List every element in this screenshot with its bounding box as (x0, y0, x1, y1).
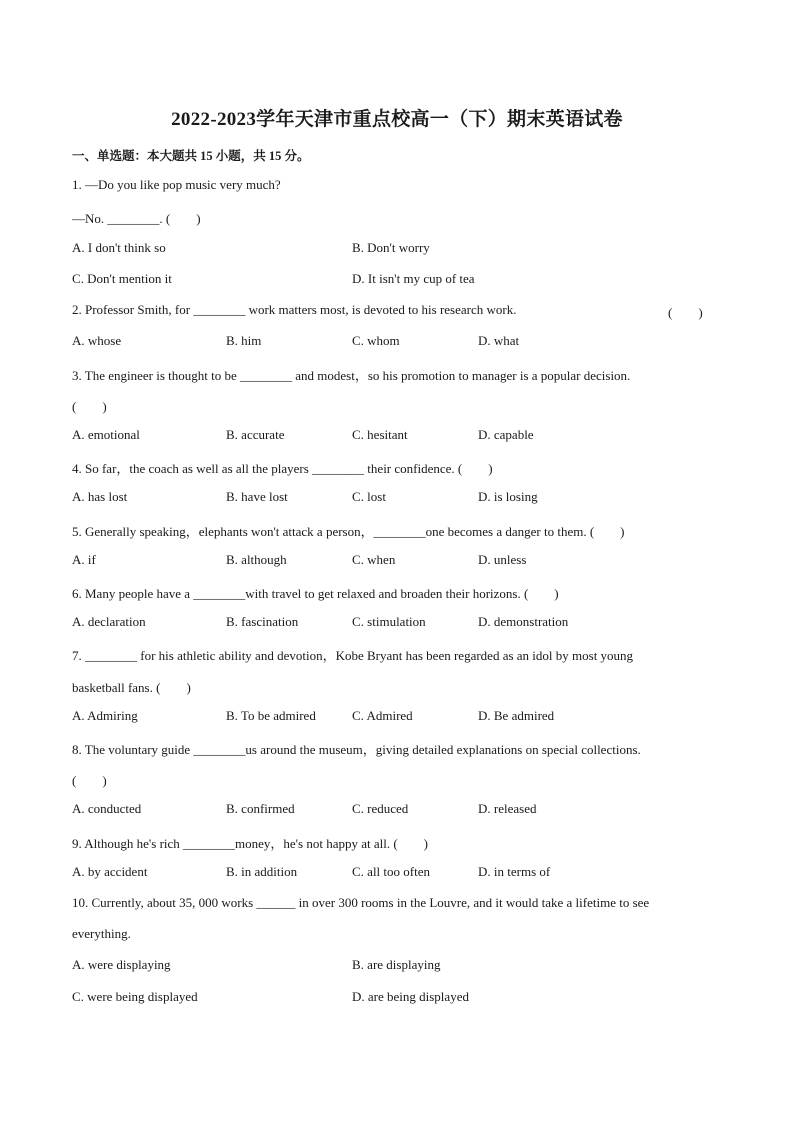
question-9-stem: 9. Although he's rich ________money，he's not happy at all. ( ) (72, 836, 428, 851)
question-1-stem-line-1: 1. —Do you like pop music very much? (72, 177, 281, 192)
question-5-option-a: A. if (72, 552, 96, 567)
section-heading: 一、单选题：本大题共 15 小题，共 15 分。 (72, 149, 310, 163)
question-3-option-d: D. capable (478, 427, 534, 442)
question-3-stem-line-2: ( ) (72, 399, 107, 414)
question-4-option-c: C. lost (352, 489, 386, 504)
question-1-stem-line-2: —No. ________. ( ) (72, 211, 201, 226)
question-10-option-c: C. were being displayed (72, 989, 198, 1004)
question-2-option-b: B. him (226, 333, 262, 348)
question-7-option-c: C. Admired (352, 708, 413, 723)
question-3-option-a: A. emotional (72, 427, 140, 442)
question-10-option-b: B. are displaying (352, 957, 441, 972)
question-9-option-b: B. in addition (226, 864, 298, 879)
question-4-option-b: B. have lost (226, 489, 288, 504)
question-5-stem: 5. Generally speaking，elephants won't attack a person，________one becomes a danger to them. ( ) (72, 524, 625, 539)
question-7-stem-line-1: 7. ________ for his athletic ability and devotion，Kobe Bryant has been regarded as an idol by most young (72, 648, 634, 663)
question-9-option-c: C. all too often (352, 864, 430, 879)
question-5-option-d: D. unless (478, 552, 527, 567)
question-2-option-a: A. whose (72, 333, 122, 348)
question-8-option-b: B. confirmed (226, 801, 295, 816)
question-1-option-d: D. It isn't my cup of tea (352, 271, 475, 286)
question-1-option-c: C. Don't mention it (72, 271, 172, 286)
question-8-option-a: A. conducted (72, 801, 142, 816)
question-4-option-d: D. is losing (478, 489, 538, 504)
question-6-stem: 6. Many people have a ________with travel to get relaxed and broaden their horizons. ( ) (72, 586, 559, 601)
question-10-option-a: A. were displaying (72, 957, 171, 972)
question-6-option-a: A. declaration (72, 614, 146, 629)
question-8-stem-line-2: ( ) (72, 773, 107, 788)
question-1-option-b: B. Don't worry (352, 240, 430, 255)
question-4-option-a: A. has lost (72, 489, 128, 504)
question-2-option-c: C. whom (352, 333, 400, 348)
question-8-option-c: C. reduced (352, 801, 409, 816)
question-3-option-c: C. hesitant (352, 427, 408, 442)
question-3-stem-line-1: 3. The engineer is thought to be ________ and modest，so his promotion to manager is a popular decision. (72, 368, 631, 383)
question-10-stem-line-1: 10. Currently, about 35, 000 works ______ in over 300 rooms in the Louvre, and it would take a lifetime to see (72, 895, 650, 910)
question-5-option-b: B. although (226, 552, 287, 567)
question-7-option-b: B. To be admired (226, 708, 316, 723)
question-7-option-d: D. Be admired (478, 708, 555, 723)
question-9-option-a: A. by accident (72, 864, 148, 879)
question-7-option-a: A. Admiring (72, 708, 138, 723)
question-3-option-b: B. accurate (226, 427, 285, 442)
question-8-stem-line-1: 8. The voluntary guide ________us around the museum，giving detailed explanations on special collections. (72, 742, 641, 757)
question-1-option-a: A. I don't think so (72, 240, 166, 255)
question-7-stem-line-2: basketball fans. ( ) (72, 680, 191, 695)
question-2-option-d: D. what (478, 333, 520, 348)
question-8-option-d: D. released (478, 801, 537, 816)
exam-title: 2022-2023学年天津市重点校高一（下）期末英语试卷 (171, 109, 623, 130)
question-2-stem: 2. Professor Smith, for ________ work matters most, is devoted to his research work. (72, 302, 517, 317)
question-4-stem: 4. So far，the coach as well as all the players ________ their confidence. ( ) (72, 461, 493, 476)
question-9-option-d: D. in terms of (478, 864, 551, 879)
question-10-stem-line-2: everything. (72, 926, 131, 941)
question-5-option-c: C. when (352, 552, 396, 567)
question-6-option-c: C. stimulation (352, 614, 426, 629)
question-2-answer-paren: ( ) (668, 305, 703, 320)
question-10-option-d: D. are being displayed (352, 989, 469, 1004)
question-6-option-d: D. demonstration (478, 614, 569, 629)
question-6-option-b: B. fascination (226, 614, 299, 629)
